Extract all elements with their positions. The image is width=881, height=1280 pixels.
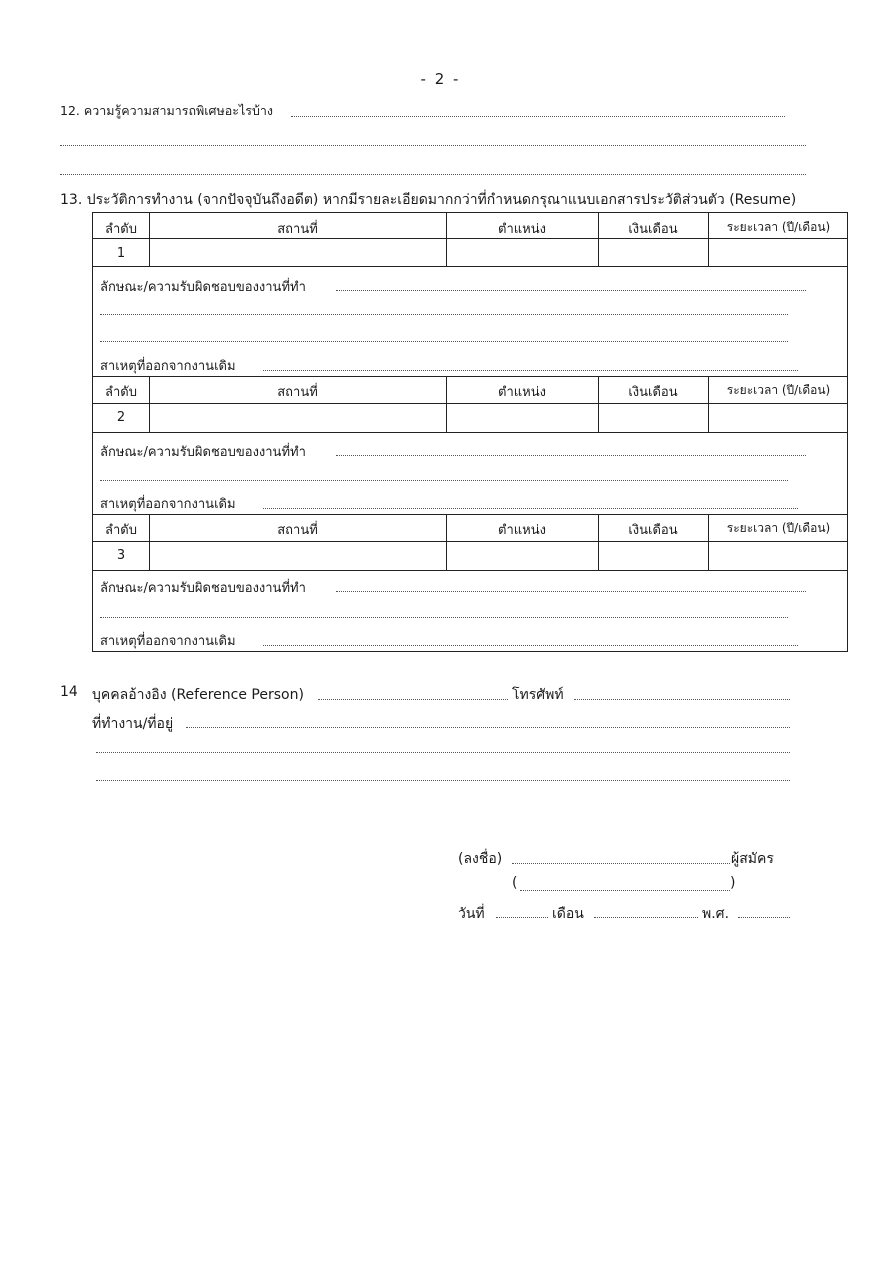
header-order: ลำดับ — [105, 385, 137, 400]
entry-3-duties-label: ลักษณะ/ความรับผิดชอบของงานที่ทำ — [100, 581, 306, 596]
entry-1-duties-line-2[interactable] — [100, 314, 788, 315]
q14-address-label: ที่ทำงาน/ที่อยู่ — [92, 716, 174, 732]
entry-1-place-cell[interactable] — [150, 239, 445, 265]
entry-3-period-cell[interactable] — [709, 542, 847, 569]
entry-1-position-cell[interactable] — [447, 239, 597, 265]
entry-1-duties-line-3[interactable] — [100, 341, 788, 342]
header-place: สถานที่ — [277, 222, 318, 237]
q14-reference-label: บุคคลอ้างอิง (Reference Person) — [92, 687, 304, 703]
sign-prefix: (ลงชื่อ) — [458, 851, 503, 867]
date-year-label: พ.ศ. — [702, 906, 730, 922]
entry-1-reason-line[interactable] — [263, 370, 798, 371]
entry-1-salary-cell[interactable] — [599, 239, 707, 265]
q14-phone-line[interactable] — [574, 699, 790, 700]
entry-3-duties-line-1[interactable] — [336, 591, 806, 592]
entry-1-reason-label: สาเหตุที่ออกจากงานเดิม — [100, 359, 236, 374]
q14-address-line-2[interactable] — [96, 752, 790, 753]
q14-reference-line[interactable] — [318, 699, 508, 700]
entry-2-reason-line[interactable] — [263, 508, 798, 509]
applicant-label: ผู้สมัคร — [731, 851, 774, 867]
q14-address-line-1[interactable] — [186, 727, 790, 728]
header-salary: เงินเดือน — [628, 523, 678, 538]
header-period: ระยะเวลา (ปี/เดือน) — [726, 521, 831, 535]
header-position: ตำแหน่ง — [498, 385, 546, 400]
header-order: ลำดับ — [105, 222, 137, 237]
q14-address-line-3[interactable] — [96, 780, 790, 781]
entry-2-duties-line-1[interactable] — [336, 455, 806, 456]
q12-answer-line-1[interactable] — [291, 116, 785, 117]
header-place: สถานที่ — [277, 523, 318, 538]
entry-2-salary-cell[interactable] — [599, 404, 707, 431]
header-period: ระยะเวลา (ปี/เดือน) — [726, 220, 831, 234]
entry-2-number: 2 — [116, 410, 126, 425]
entry-1-duties-label: ลักษณะ/ความรับผิดชอบของงานที่ทำ — [100, 280, 306, 295]
header-place: สถานที่ — [277, 385, 318, 400]
entry-3-salary-cell[interactable] — [599, 542, 707, 569]
header-position: ตำแหน่ง — [498, 222, 546, 237]
q14-number: 14 — [60, 684, 78, 700]
entry-2-duties-label: ลักษณะ/ความรับผิดชอบของงานที่ทำ — [100, 445, 306, 460]
date-month-label: เดือน — [552, 906, 584, 922]
header-salary: เงินเดือน — [628, 385, 678, 400]
entry-3-reason-label: สาเหตุที่ออกจากงานเดิม — [100, 634, 236, 649]
entry-2-place-cell[interactable] — [150, 404, 445, 431]
entry-2-reason-label: สาเหตุที่ออกจากงานเดิม — [100, 497, 236, 512]
header-order: ลำดับ — [105, 523, 137, 538]
date-month-line[interactable] — [594, 917, 698, 918]
entry-3-number: 3 — [116, 548, 126, 563]
entry-1-duties-line-1[interactable] — [336, 290, 806, 291]
q12-answer-line-3[interactable] — [60, 174, 806, 175]
entry-3-duties-line-2[interactable] — [100, 617, 788, 618]
header-position: ตำแหน่ง — [498, 523, 546, 538]
date-day-line[interactable] — [496, 917, 548, 918]
entry-2-duties-line-2[interactable] — [100, 480, 788, 481]
date-day-label: วันที่ — [458, 906, 485, 922]
date-year-line[interactable] — [738, 917, 790, 918]
entry-1-number: 1 — [116, 246, 126, 261]
entry-1-period-cell[interactable] — [709, 239, 847, 265]
q14-phone-label: โทรศัพท์ — [512, 687, 564, 703]
printed-name-line[interactable] — [520, 890, 730, 891]
work-history-table — [92, 212, 848, 652]
q12-label: 12. ความรู้ความสามารถพิเศษอะไรบ้าง — [60, 103, 274, 118]
signature-line[interactable] — [512, 863, 730, 864]
entry-2-position-cell[interactable] — [447, 404, 597, 431]
header-period: ระยะเวลา (ปี/เดือน) — [726, 383, 831, 397]
header-salary: เงินเดือน — [628, 222, 678, 237]
entry-3-reason-line[interactable] — [263, 645, 798, 646]
page-number: - 2 - — [420, 70, 461, 88]
q13-title: 13. ประวัติการทำงาน (จากปัจจุบันถึงอดีต) หากมีรายละเอียดมากกว่าที่กำหนดกรุณาแนบเอกสารประวัติส่วนตัว (Resume) — [60, 192, 797, 208]
name-close-paren: ) — [730, 875, 736, 891]
entry-3-place-cell[interactable] — [150, 542, 445, 569]
entry-3-position-cell[interactable] — [447, 542, 597, 569]
name-open-paren: ( — [512, 875, 518, 891]
entry-2-period-cell[interactable] — [709, 404, 847, 431]
q12-answer-line-2[interactable] — [60, 145, 806, 146]
